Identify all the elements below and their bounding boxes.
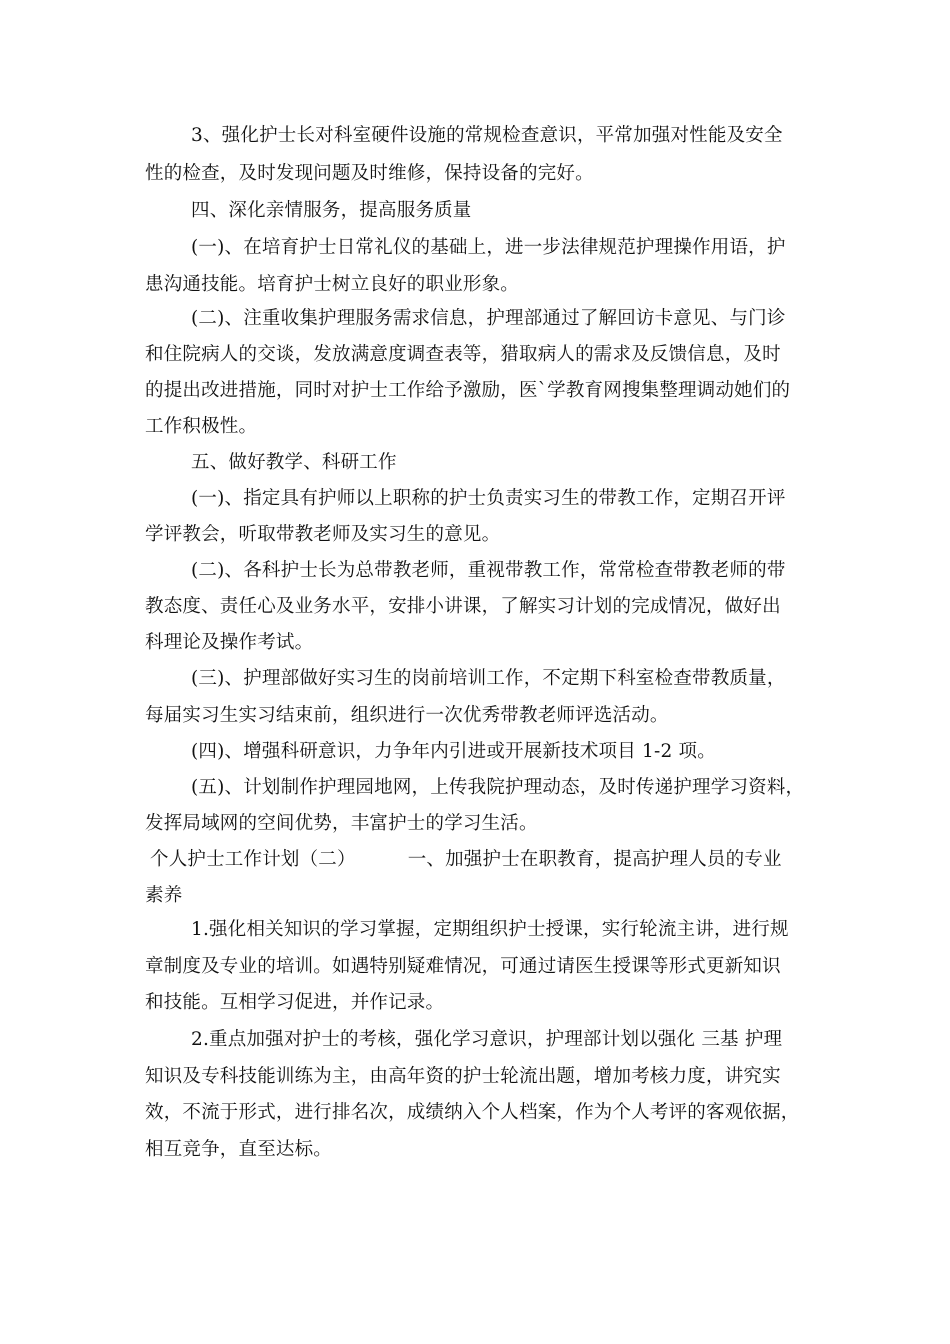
paragraph-line: 工作积极性。 bbox=[145, 416, 258, 437]
paragraph-line: 科理论及操作考试。 bbox=[145, 632, 314, 653]
paragraph-line: 1.强化相关知识的学习掌握，定期组织护士授课，实行轮流主讲，进行规 bbox=[191, 919, 789, 940]
paragraph-line: 2.重点加强对护士的考核，强化学习意识，护理部计划以强化 三基 护理 bbox=[191, 1029, 783, 1050]
paragraph-line: 教态度、责任心及业务水平，安排小讲课，了解实习计划的完成情况，做好出 bbox=[145, 596, 781, 617]
section-heading: 一、加强护士在职教育，提高护理人员的专业 bbox=[407, 849, 782, 870]
paragraph-line: 每届实习生实习结束前，组织进行一次优秀带教老师评选活动。 bbox=[145, 705, 669, 726]
paragraph-line: 和住院病人的交谈，发放满意度调查表等，猎取病人的需求及反馈信息，及时 bbox=[145, 344, 781, 365]
paragraph-line: 学评教会，听取带教老师及实习生的意见。 bbox=[145, 524, 501, 545]
paragraph-line: 性的检查，及时发现问题及时维修，保持设备的完好。 bbox=[145, 163, 594, 184]
paragraph-line: 知识及专科技能训练为主，由高年资的护士轮流出题，增加考核力度，讲究实 bbox=[145, 1066, 781, 1087]
paragraph-line: 发挥局域网的空间优势，丰富护士的学习生活。 bbox=[145, 813, 538, 834]
paragraph-line: 和技能。互相学习促进，并作记录。 bbox=[145, 992, 445, 1013]
section-heading: 四、深化亲情服务，提高服务质量 bbox=[191, 200, 472, 221]
paragraph-line: 患沟通技能。培育护士树立良好的职业形象。 bbox=[145, 274, 520, 295]
paragraph-line: 章制度及专业的培训。如遇特别疑难情况，可通过请医生授课等形式更新知识 bbox=[145, 956, 781, 977]
paragraph-line: (一)、在培育护士日常礼仪的基础上，进一步法律规范护理操作用语，护 bbox=[191, 237, 786, 258]
plan-title-line bbox=[150, 848, 782, 872]
paragraph-line: 素养 bbox=[145, 885, 183, 906]
paragraph-line: (五)、计划制作护理园地网，上传我院护理动态，及时传递护理学习资料， bbox=[191, 777, 805, 798]
paragraph-line: 的提出改进措施，同时对护士工作给予激励，医`学教育网搜集整理调动她们的 bbox=[145, 380, 791, 401]
paragraph-line: 相互竞争，直至达标。 bbox=[145, 1139, 333, 1160]
paragraph-line: (三)、护理部做好实习生的岗前培训工作，不定期下科室检查带教质量， bbox=[191, 668, 786, 689]
paragraph-line: (二)、各科护士长为总带教老师，重视带教工作，常常检查带教老师的带 bbox=[191, 560, 786, 581]
paragraph-line: (二)、注重收集护理服务需求信息，护理部通过了解回访卡意见、与门诊 bbox=[191, 308, 786, 329]
paragraph-line: (四)、增强科研意识，力争年内引进或开展新技术项目 1-2 项。 bbox=[191, 741, 716, 762]
paragraph-line: 效，不流于形式，进行排名次，成绩纳入个人档案，作为个人考评的客观依据， bbox=[145, 1102, 800, 1123]
paragraph-line: (一)、指定具有护师以上职称的护士负责实习生的带教工作，定期召开评 bbox=[191, 488, 786, 509]
paragraph-line: 3、强化护士长对科室硬件设施的常规检查意识，平常加强对性能及安全 bbox=[191, 125, 783, 146]
plan-title: 个人护士工作计划（二） bbox=[150, 849, 356, 870]
section-heading: 五、做好教学、科研工作 bbox=[191, 452, 397, 473]
